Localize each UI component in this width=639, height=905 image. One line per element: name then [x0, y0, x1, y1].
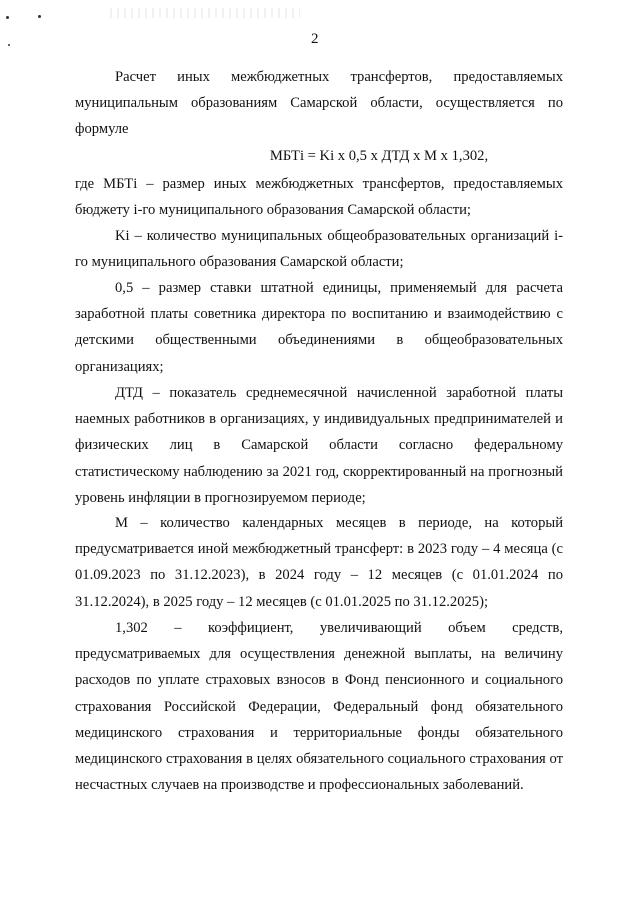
paragraph-coef-definition: 1,302 – коэффициент, увеличивающий объем средств, предусматриваемых для осуществления денежной выплаты, на величину расходов по уплате страховых взносов в Фонд пенсионного и социального страхования Российской Федерации, Федеральный фонд обязательного медицинского страхования и территориальные фонды обязательного медицинского страхования в целях обязательного социального страхования от несчастных случаев на производстве и профессиональных заболеваний. — [75, 620, 563, 794]
paragraph-m-definition: М – количество календарных месяцев в периоде, на который предусматривается иной межбюджетный трансферт: в 2023 году – 4 месяца (с 01.09.2023 по 31.12.2023), в 2024 году – 12 месяцев (с 01.01.2024 по 31.12.2024), в 2025 году – 12 месяцев (с 01.01.2025 по 31.12.2025); — [75, 515, 563, 610]
formula — [75, 145, 563, 167]
paragraph-dtd-definition: ДТД – показатель среднемесячной начисленной заработной платы наемных работников в организациях, у индивидуальных предпринимателей и физических лиц в Самарской области согласно федеральному статистическому наблюдению за 2021 год, скорректированный на прогнозный уровень инфляции в прогнозируемом периоде; — [75, 385, 563, 506]
paragraph-k-definition: Ki – количество муниципальных общеобразовательных организаций i-го муниципального образования Самарской области; — [75, 228, 563, 271]
paragraph-intro: Расчет иных межбюджетных трансфертов, предоставляемых муниципальным образованиям Самарской области, осуществляется по формуле — [75, 69, 563, 138]
scan-speck — [8, 44, 10, 46]
scan-speck — [38, 15, 41, 18]
paragraph-rate-definition: 0,5 – размер ставки штатной единицы, применяемый для расчета заработной платы советника директора по воспитанию и взаимодействию с детскими общественными объединениями в общеобразовательных организациях; — [75, 280, 563, 375]
formula-text: МБТi = Ki x 0,5 x ДТД x М x 1,302, — [269, 148, 489, 164]
scan-speck — [6, 16, 9, 19]
scan-artifact — [110, 8, 300, 18]
paragraph-mbt-definition: где МБТi – размер иных межбюджетных трансфертов, предоставляемых бюджету i-го муниципального образования Самарской области; — [75, 176, 563, 219]
page-number: 2 — [311, 31, 319, 47]
